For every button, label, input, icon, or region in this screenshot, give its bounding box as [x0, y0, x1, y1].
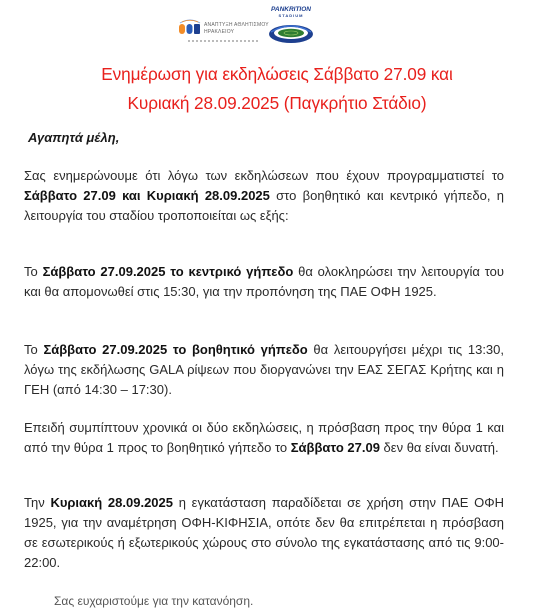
- closing-line-cut: Σας ευχαριστούμε για την κατανόηση.: [54, 594, 254, 608]
- stadium-logo-name: PANKRITION: [271, 6, 311, 13]
- paragraph-main-field: [24, 262, 504, 302]
- stadium-logo: [266, 6, 316, 46]
- oah-logo-dots: [188, 40, 258, 42]
- paragraph-auxiliary-field: [24, 340, 504, 400]
- paragraph-intro: [24, 166, 504, 226]
- text-run: η εγκατάσταση παραδίδεται σε χρήση στην ΠΑΕ ΟΦΗ 1925, για την αναμέτρηση ΟΦΗ-ΚΙΦΗΣΙΑ, οπότε δεν θα επιτρέπεται η πρόσβαση σε εσωτερικούς ή εξωτερικούς χώρους στο σύνολο της εγκατάστασης από τις 9:00-22:00.: [24, 495, 504, 570]
- title-line-2: Κυριακή 28.09.2025 (Παγκρήτιο Στάδιο): [127, 93, 427, 113]
- bold-run: Σάββατο 27.09.2025: [42, 264, 166, 279]
- text-run: δεν θα είναι δυνατή.: [379, 440, 499, 455]
- greeting: Αγαπητά μέλη,: [28, 130, 120, 145]
- text-run: Την: [24, 495, 51, 510]
- text-run: θα λειτουργήσει μέχρι τις 13:30, λόγω της εκδήλωσης GALA ρίψεων που διοργανώνει την ΕΑΣ ΣΕΓΑΣ Κρήτης και η ΓΕΗ (από 14:30 – 17:30).: [24, 342, 504, 397]
- bold-run: Σάββατο 27.09.2025 το βοηθητικό γήπεδο: [43, 342, 308, 357]
- paragraph-gate-access: [24, 418, 504, 458]
- bold-run: το κεντρικό γήπεδο: [170, 264, 294, 279]
- text-run: θα ολοκληρώσει την λειτουργία του και θα απομονωθεί στις 15:30, για την προπόνηση της ΠΑΕ ΟΦΗ 1925.: [24, 264, 504, 299]
- text-run: στο βοηθητικό και κεντρικό γήπεδο, η λειτουργία του σταδίου τροποποιείται ως εξής:: [24, 188, 504, 223]
- stadium-logo-icon: [266, 6, 316, 46]
- text-run: Σας ενημερώνουμε ότι λόγω των εκδηλώσεων που έχουν προγραμματιστεί το: [24, 168, 504, 183]
- text-run: Το: [24, 264, 43, 279]
- bold-run: Σάββατο 27.09 και Κυριακή 28.09.2025: [24, 188, 270, 203]
- stadium-logo-sub: STADIUM: [278, 13, 304, 18]
- oah-logo-line2: ΗΡΑΚΛΕΙΟΥ: [204, 29, 235, 35]
- bold-run: Κυριακή 28.09.2025: [50, 495, 173, 510]
- text-run: Επειδή συμπίπτουν χρονικά οι δύο εκδηλώσεις, η πρόσβαση προς την θύρα 1 και από την θύρα 1 προς το βοηθητικό γήπεδο το: [24, 420, 504, 455]
- paragraph-sunday-match: [24, 493, 504, 573]
- oah-logo-mark-icon: [178, 18, 202, 38]
- title-line-1: Ενημέρωση για εκδηλώσεις Σάββατο 27.09 και: [101, 64, 453, 84]
- page-title: [0, 60, 554, 118]
- text-run: Το: [24, 342, 44, 357]
- oah-logo-line1: ΑΝΑΠΤΥΞΗ ΑΘΛΗΤΙΣΜΟΥ: [204, 22, 269, 28]
- oah-logo: [178, 16, 269, 44]
- header-logos: [0, 6, 554, 50]
- bold-run: Σάββατο 27.09: [290, 440, 380, 455]
